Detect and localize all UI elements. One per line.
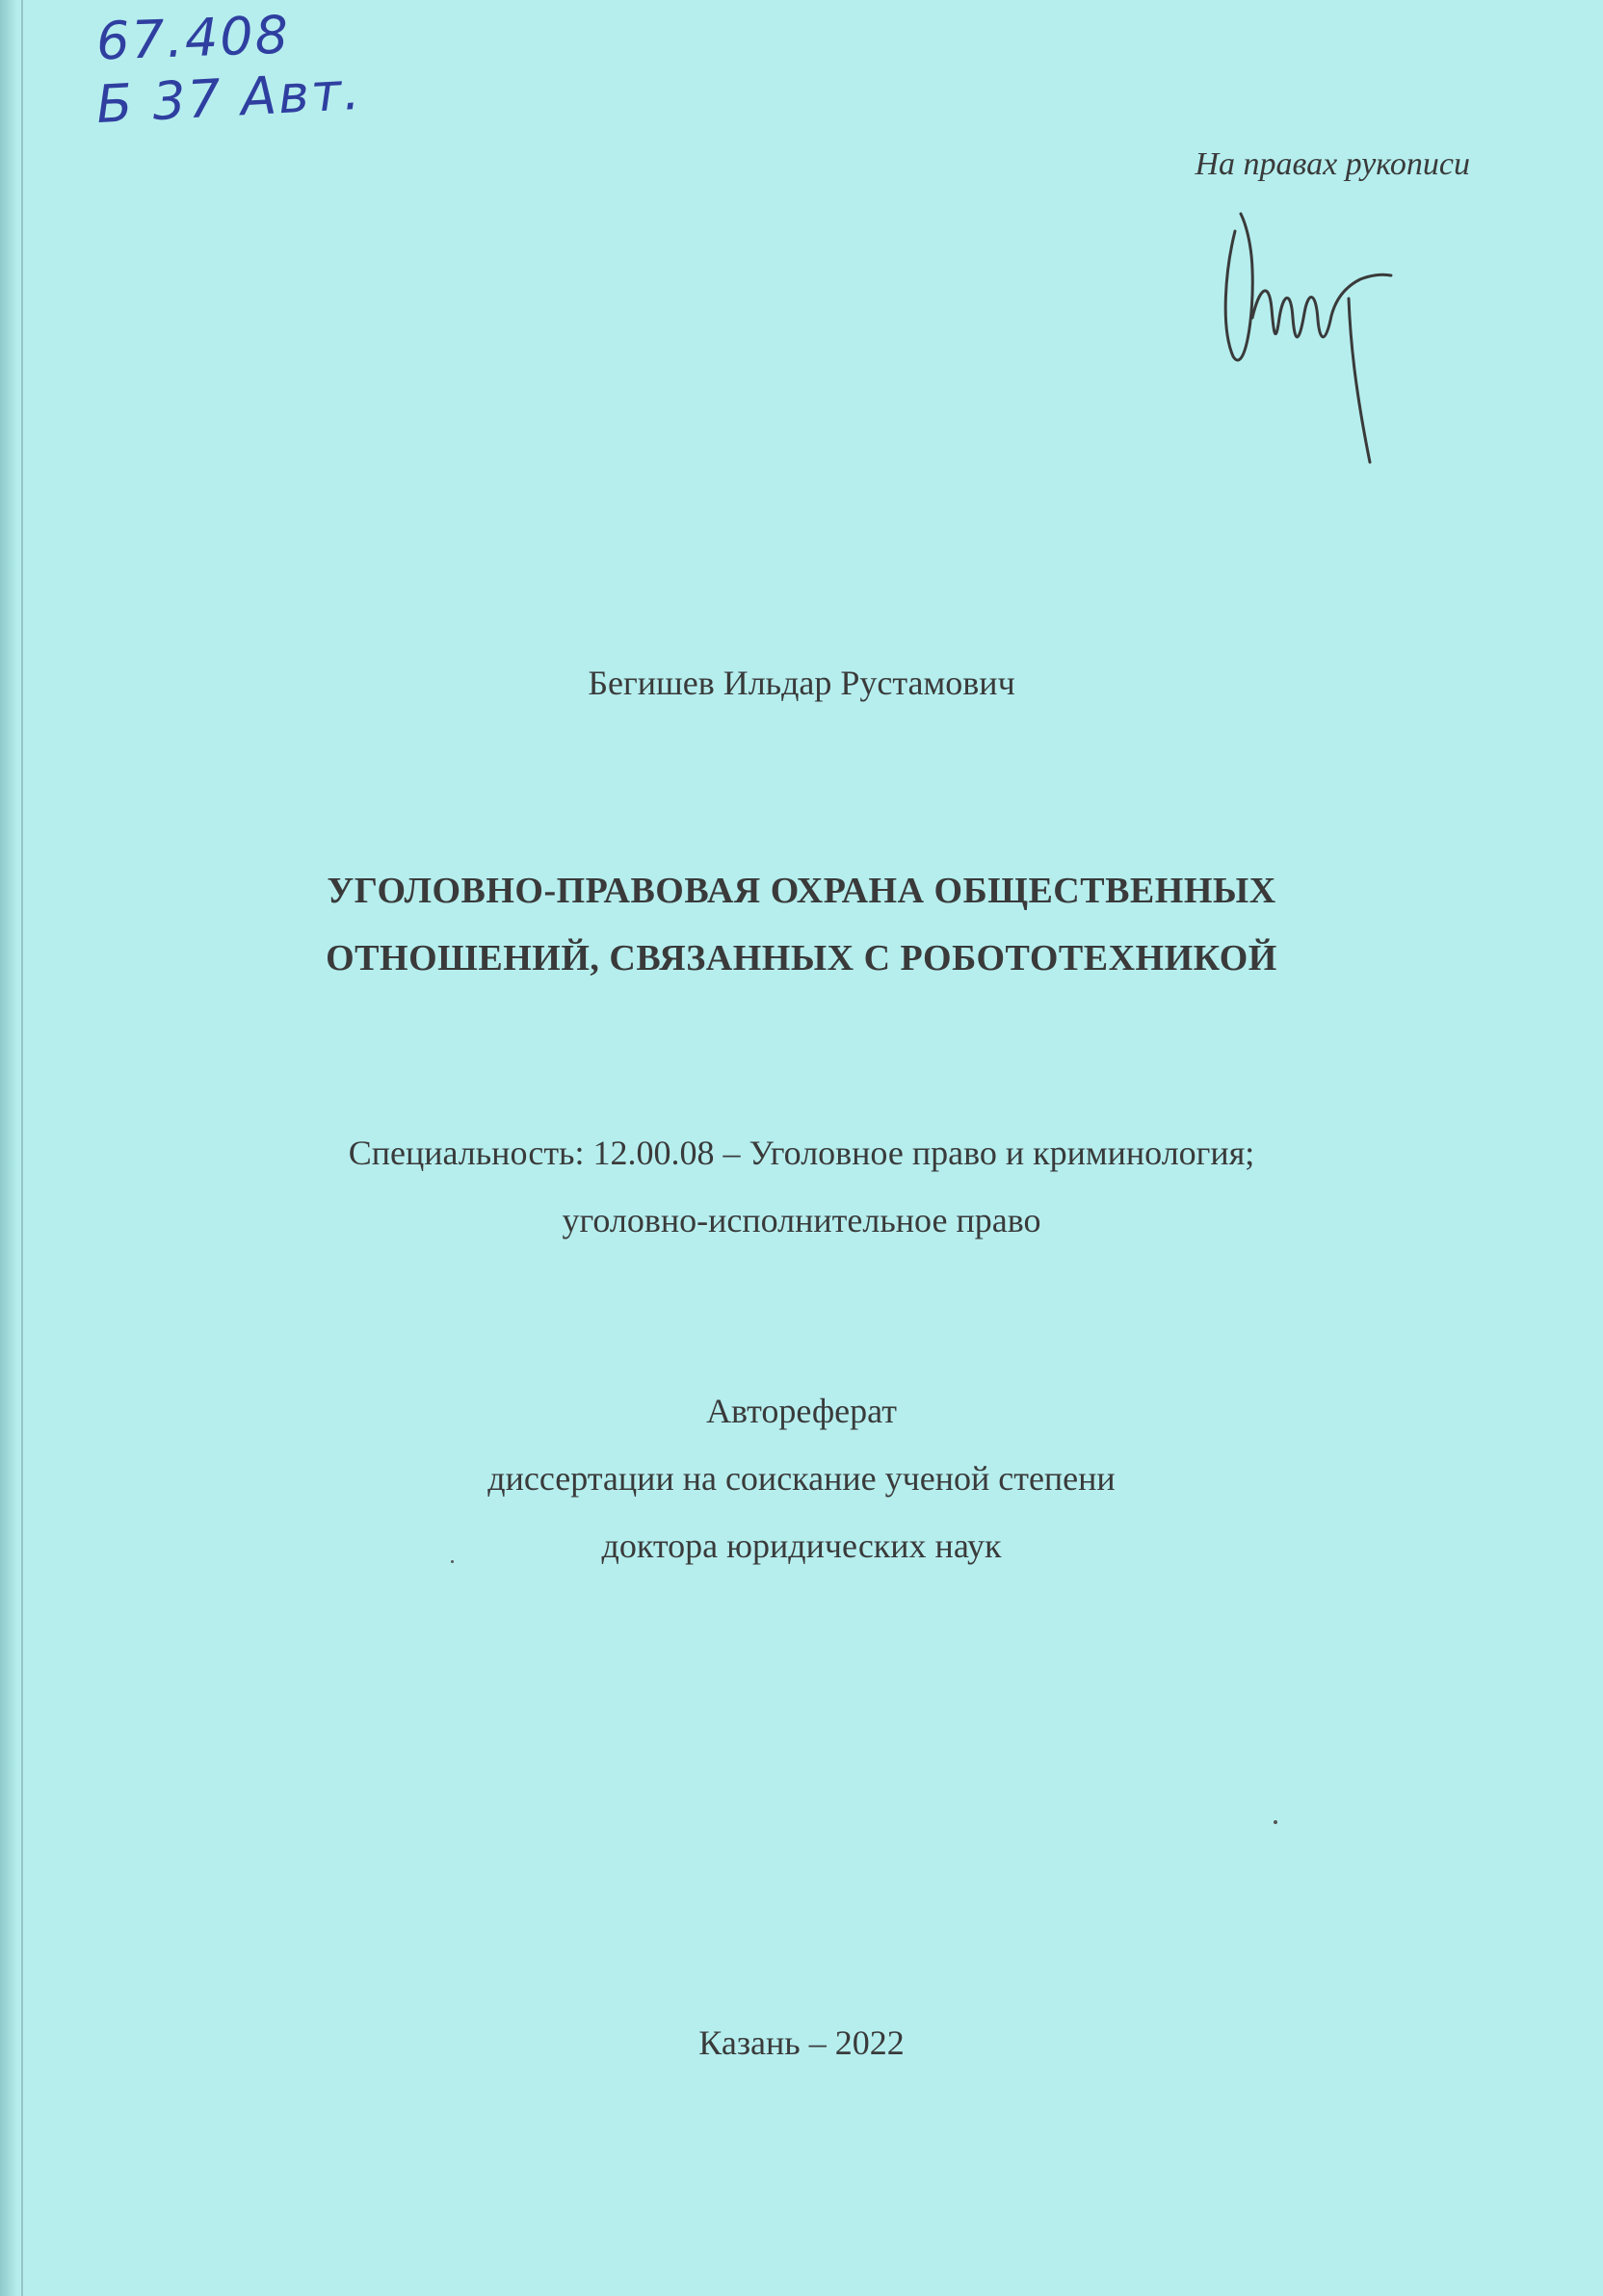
speciality-line-2: уголовно-исполнительное право	[562, 1201, 1041, 1239]
document-type-block	[0, 1377, 1603, 1579]
title-line-1: УГОЛОВНО-ПРАВОВАЯ ОХРАНА ОБЩЕСТВЕННЫХ	[327, 871, 1276, 911]
city-year: Казань – 2022	[698, 2023, 905, 2062]
document-type-line-3: доктора юридических наук	[601, 1526, 1002, 1565]
handwritten-code-line-2: Б 37 Авт.	[94, 60, 363, 136]
manuscript-rights-note: На правах рукописи	[1195, 146, 1470, 182]
handwritten-signature	[1216, 202, 1437, 472]
paper-speck	[451, 1560, 454, 1563]
author-name: Бегишев Ильдар Рустамович	[588, 664, 1015, 702]
handwritten-code-line-1: 67.408	[94, 4, 291, 72]
paper-speck	[1274, 1820, 1277, 1824]
dissertation-title	[0, 857, 1603, 992]
speciality-line-1: Специальность: 12.00.08 – Уголовное право и криминология;	[348, 1134, 1255, 1172]
document-type-line-2: диссертации на соискание ученой степени	[487, 1459, 1116, 1498]
title-line-2: ОТНОШЕНИЙ, СВЯЗАННЫХ С РОБОТОТЕХНИКОЙ	[326, 938, 1277, 978]
handwritten-library-code	[94, 4, 405, 162]
speciality-block	[0, 1119, 1603, 1254]
document-type-line-1: Автореферат	[706, 1392, 897, 1430]
